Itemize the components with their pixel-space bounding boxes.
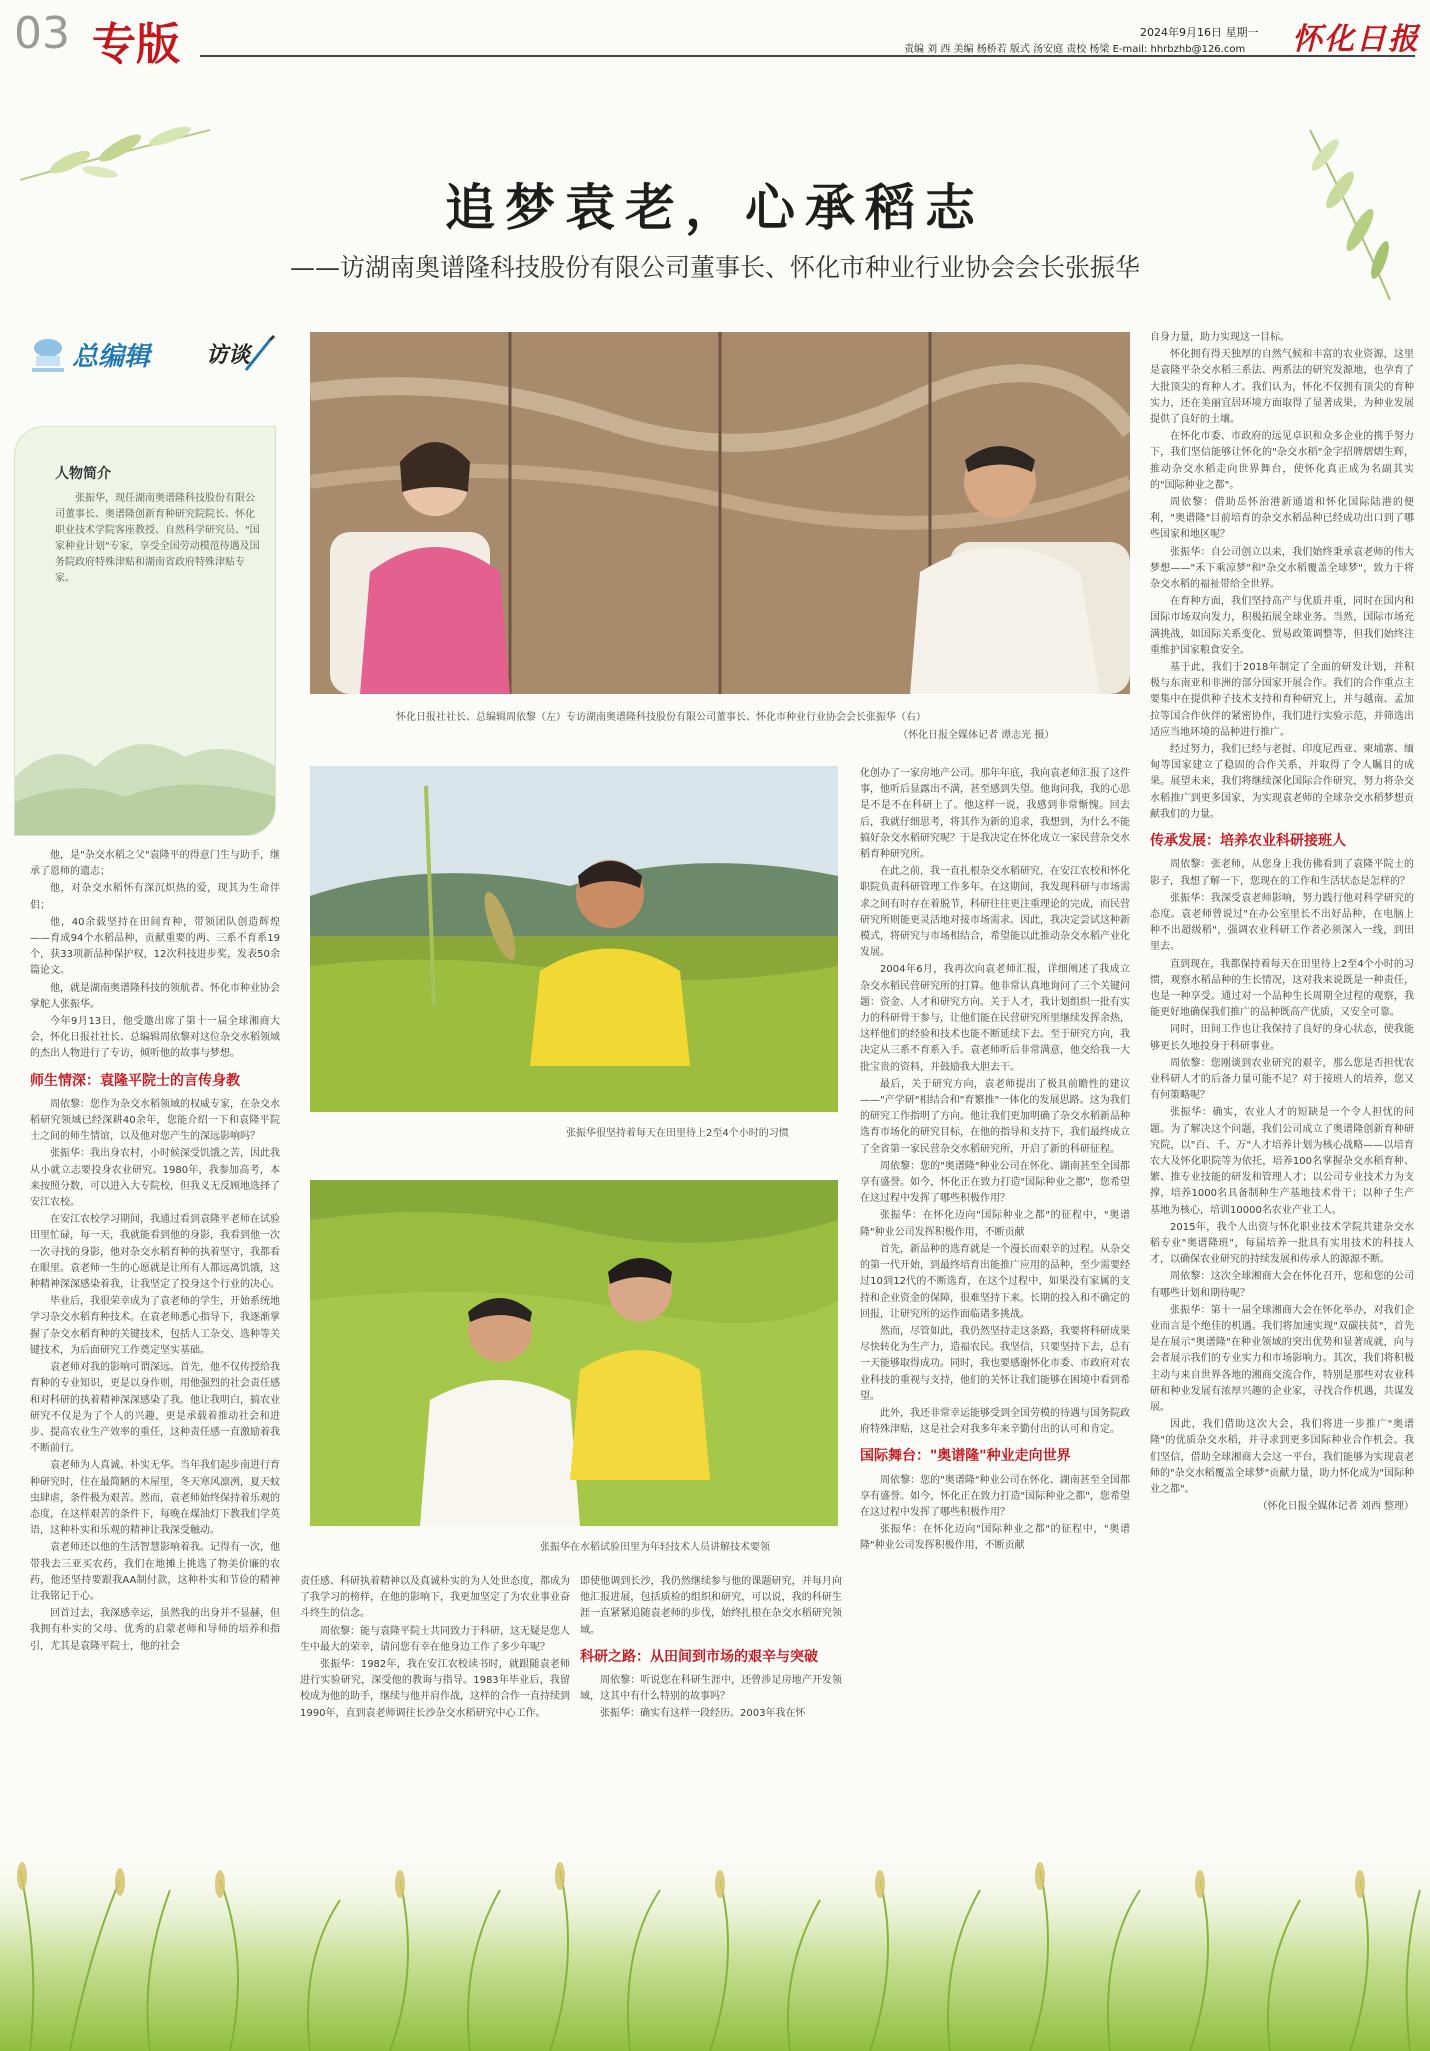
col3-p1: 即使他调到长沙，我仍然继续参与他的课题研究，并每月向他汇报进展，包括质检的组织和研究，可以说，我的科研生涯一直紧紧追随袁老师的步伐，始终扎根在杂交水稻研究领域。 bbox=[580, 1576, 842, 1636]
col5-a10: 张振华：第十一届全球湘商大会在怀化举办，对我们企业而言是个绝佳的机遇。我们将加速实现"双碳扶贫"，首先是在展示"奥谱隆"在种业领域的突出优势和显著成就，向与会者展示我们的专业实力和市场影响力。其次，我们将积极主动与来自世界各地的湘商交流合作，特别是那些对农业科研和种业发展有浓厚兴趣的企业家，寻找合作机遇，共谋发展。 bbox=[1150, 1304, 1414, 1413]
interview-scene-image bbox=[310, 332, 1130, 694]
col1-p4: 他，就是湖南奥谱隆科技的领航者、怀化市种业协会掌舵人张振华。 bbox=[30, 982, 280, 1010]
col2-a1: 张振华：1982年，我在安江农校读书时，就跟随袁老师进行实验研究，深受他的教诲与指导。1983年毕业后，我留校成为他的助手，继续与他并肩作战，这样的合作一直持续到1990年，直到袁老师调往长沙杂交水稻研究中心工作。 bbox=[300, 1659, 570, 1719]
microphone-icon bbox=[26, 332, 70, 382]
badge-main: 总编辑 bbox=[72, 342, 151, 372]
photo3-caption: 张振华在水稻试验田里为年轻技术人员讲解技术要领 bbox=[540, 1542, 770, 1553]
col5-a6: 直到现在，我都保持着每天在田里待上2至4个小时的习惯，观察水稻品种的生长情况，这对我来说既是一种责任，也是一种享受。通过对一个品种生长周期全过程的观察，我能更好地确保我们推广的品种既高产优质，又安全可靠。 bbox=[1150, 958, 1414, 1019]
col1-q1: 周依黎：您作为杂交水稻领域的权威专家，在杂交水稻研究领域已经深耕40余年，您能介绍一下和袁隆平院士之间的师生情谊，以及他对您产生的深远影响吗？ bbox=[30, 1098, 280, 1143]
column-badge bbox=[26, 330, 276, 386]
col5-q4: 周依黎：这次全球湘商大会在怀化召开，您和您的公司有哪些计划和期待呢？ bbox=[1150, 1271, 1414, 1299]
section-heading-succession: 传承发展：培养农业科研接班人 bbox=[1150, 833, 1346, 850]
col4-p1: 化创办了一家房地产公司。那年年底，我向袁老师汇报了这件事，他听后显露出不满，甚至感到失望。他询问我，我的心思是不是不在科研上了。他这样一说，我感到非常惭愧。回去后，我就仔细思考，将其作为新的追求，我想到，为什么不能搞好杂交水稻研究呢？于是我决定在怀化成立一家民营杂交水稻育种研究所。 bbox=[860, 768, 1130, 861]
col5-p1: 自身力量，助力实现这一目标。 bbox=[1150, 332, 1290, 343]
editor-credits: 责编 刘 西 美编 杨桥若 版式 汤安庭 责校 杨梁 E-mail: hhrbzhb@126.com bbox=[904, 44, 1246, 55]
paper-logo: 怀化日报 bbox=[1292, 22, 1420, 57]
col1-a1: 张振华：我出身农村，小时候深受饥饿之苦，因此我从小就立志要投身农业研究。1980年，我参加高考，本来按照分数，可以进入大专院校，但我义无反顾地选择了安江农校。 bbox=[30, 1148, 280, 1209]
col1-a2: 在安江农校学习期间，我通过看到袁隆平老师在试验田里忙碌，每一天，我就能看到他的身影，我看到他一次一次寻找的身影，他对杂交水稻育种的执着坚守，我都看在眼里。袁老师一生的心愿就是让所有人都远离饥饿，这种精神深深感染着我，让我坚定了投身这个行业的决心。 bbox=[30, 1214, 280, 1291]
col3-a1: 张振华：确实有这样一段经历。2003年我在怀 bbox=[600, 1708, 806, 1720]
col5-a8: 张振华：确实，农业人才的短缺是一个令人担忧的问题。为了解决这个问题，我们公司成立了奥谱隆创新育种研究院，以"百、千、万"人才培养计划为核心战略——以培育农大及怀化职院等为依托，培养100名掌握杂交水稻育种、繁、推专业技能的研发和管理人才；以公司专业技术力为支撑，培养1000名具备制种生产基地技术骨干；以种子生产基地为核心，培训10000名农业产业工人。 bbox=[1150, 1107, 1414, 1216]
scientist-in-field-image bbox=[310, 766, 838, 1112]
profile-title: 人物简介 bbox=[55, 466, 111, 482]
mountain-decoration-icon bbox=[15, 707, 276, 836]
headline: 追梦袁老，心承稻志 bbox=[445, 178, 985, 237]
col1-p3: 他，40余载坚持在田间育种，带领团队创造辉煌——育成94个水稻品种，贡献重要的两、三系不育系19个，获33项新品种保护权，12次科技进步奖，发表50余篇论文。 bbox=[30, 916, 280, 977]
interview-photo bbox=[310, 332, 1130, 694]
col5-p3: 在怀化市委、市政府的远见卓识和众多企业的携手努力下，我们坚信能够让怀化的"杂交水稻"金字招牌熠熠生辉，推动杂交水稻走向世界舞台，使怀化真正成为名副其实的"国际种业之都"。 bbox=[1150, 431, 1414, 491]
col4-p2: 在此之前，我一直扎根杂交水稻研究，在安江农校和怀化职院负责科研管理工作多年。在这期间，我发现科研与市场需求之间有时存在着脱节，科研往往更注重理论的完成，而民营研究所则能更灵活地对接市场需求。因此，我决定尝试这种新模式，将研究与市场相结合，希望能以此推动杂交水稻产业化发展。 bbox=[860, 866, 1130, 959]
page-number: 03 bbox=[14, 8, 70, 59]
col1-a7: 回首过去，我深感幸运，虽然我的出身并不显赫，但我拥有朴实的父母、优秀的启蒙老师和导师的培养和指引，尤其是袁隆平院士，他的社会 bbox=[30, 1608, 280, 1652]
col1-p5: 今年9月13日，他受邀出席了第十一届全球湘商大会，怀化日报社社长、总编辑周依黎对这位杂交水稻领域的杰出人物进行了专访，倾听他的故事与梦想。 bbox=[30, 1016, 280, 1060]
photo1-credit: （怀化日报全媒体记者 谭志光 摄） bbox=[898, 730, 1055, 741]
mentoring-in-field-image bbox=[310, 1180, 838, 1526]
col1-a6: 袁老师还以他的生活智慧影响着我。记得有一次，他带我去三亚买农药，我们在地摊上挑选了物美价廉的农药，他还坚持要跟我AA制付款，这种朴实和节俭的精神让我铭记于心。 bbox=[30, 1542, 280, 1602]
rice-field-photo-2 bbox=[310, 1180, 838, 1526]
pen-icon bbox=[240, 334, 276, 374]
text-column-3 bbox=[580, 1574, 842, 1724]
section-heading-mentorship: 师生情深：袁隆平院士的言传身教 bbox=[30, 1072, 240, 1089]
col4-p3: 2004年6月，我再次向袁老师汇报，详细阐述了我成立杂交水稻民营研究所的打算。他非常认真地询问了三个关键问题：资金、人才和研究方向。关于人才，我计划组织一批有实力的科研骨干参与，让他们能在民营研究所里继续发挥余热，这样他们的经验和技术也能不断延续下去。至于研究方向，我决定从三系不育系入手。袁老师听后非常满意，他交给我一大批宝贵的资料，并鼓励我大胆去干。 bbox=[860, 964, 1130, 1073]
section-name: 专版 bbox=[92, 19, 180, 70]
col5-a7: 同时，田间工作也让我保持了良好的身心状态，使我能够更长久地投身于科研事业。 bbox=[1150, 1024, 1414, 1052]
col5-a5: 张振华：我深受袁老师影响，努力践行他对科学研究的态度。袁老师曾说过"在办公室里长不出好品种，在电脑上种不出超级稻"，强调农业科研工作者必须深入一线，到田里去。 bbox=[1150, 892, 1414, 953]
col1-p2: 他，对杂交水稻怀有深沉炽热的爱，现其为生命伴侣； bbox=[30, 883, 280, 911]
section-heading-research: 科研之路：从田间到市场的艰辛与突破 bbox=[580, 1648, 818, 1665]
col2-q1: 周依黎：能与袁隆平院士共同致力于科研，这无疑是您人生中最大的荣幸，请问您有幸在他身边工作了多少年呢？ bbox=[300, 1625, 570, 1653]
issue-date: 2024年9月16日 星期一 bbox=[1140, 26, 1259, 39]
col5-a2: 在育种方面，我们坚持高产与优质并重，同时在国内和国际市场双向发力，积极拓展全球业务。当然，国际市场充满挑战，如国际关系变化、贸易政策调整等，但我们始终注重维护国家粮食安全。 bbox=[1150, 596, 1414, 656]
col1-a5: 袁老师为人真诚、朴实无华。当年我们起步南进行育种研究时，住在最简陋的木屋里，冬天寒风凛冽，夏天蚊虫肆虐，条件极为艰苦。然而，袁老师始终保持着乐观的态度，在这样艰苦的条件下，每晚在煤油灯下教我们学英语，这种朴实和乐观的精神让我深受触动。 bbox=[30, 1460, 280, 1537]
col1-a3: 毕业后，我很荣幸成为了袁老师的学生，开始系统地学习杂交水稻育种技术。在袁老师悉心指导下，我逐渐掌握了杂交水稻育种的关键技术，包括人工杂交、选种等关键技术，为后面研究工作奠定坚实基础。 bbox=[30, 1296, 280, 1356]
section-heading-international: 国际舞台："奥谱隆"种业走向世界 bbox=[860, 1448, 1071, 1465]
badge-sub: 访谈 bbox=[206, 342, 251, 368]
photo1-caption: 怀化日报社社长、总编辑周依黎（左）专访湖南奥谱隆科技股份有限公司董事长、怀化市种业行业协会会长张振华（右） bbox=[396, 712, 926, 723]
col5-q2: 周依黎：张老师，从您身上我仿佛看到了袁隆平院士的影子，我想了解一下，您现在的工作和生活状态是怎样的？ bbox=[1150, 859, 1414, 887]
profile-box bbox=[14, 426, 276, 836]
text-column-5 bbox=[1150, 330, 1414, 1516]
col5-a3: 基于此，我们于2018年制定了全面的研发计划，并积极与东南亚和非洲的部分国家开展合作。我们的合作重点主要集中在提供种子技术支持和育种研究上，并与越南、孟加拉等国合作伙伴的紧密协作，我们进行实验示范，并筛选出适应当地环境的品种进行推广。 bbox=[1150, 662, 1414, 738]
col5-q1: 周依黎：借助岳怀治港新通道和怀化国际陆港的便利，"奥谱隆"目前培育的杂交水稻品种已经成功出口到了哪些国家和地区呢？ bbox=[1150, 497, 1414, 541]
rice-field-decoration-icon bbox=[0, 1810, 1430, 2051]
col5-a11: 因此，我们借助这次大会，我们将进一步推广"奥谱隆"的优质杂交水稻，并寻求到更多国际种业合作机会。我们坚信，借助全球湘商大会这一平台，我们能够为实现袁老师的"杂交水稻覆盖全球梦"贡献力量，助力怀化成为"国际种业之都"。 bbox=[1150, 1419, 1414, 1496]
masthead-rule bbox=[200, 55, 1415, 57]
col5-credit: （怀化日报全媒体记者 刘西 整理） bbox=[1257, 1501, 1414, 1513]
col4-p4: 最后，关于研究方向，袁老师提出了极具前瞻性的建议——"产学研"相结合和"育繁推"一体化的发展思路。这为我们的研究工作指明了方向。他让我们更加明确了杂交水稻新品种选育市场化的研究目标，在他的指导和支持下，我们最终成立了全省第一家民营杂交水稻研究所，开启了新的科研征程。 bbox=[860, 1078, 1130, 1155]
text-column-2 bbox=[300, 1574, 570, 1723]
rice-field-photo-1 bbox=[310, 766, 838, 1112]
text-column-1 bbox=[30, 848, 280, 1656]
text-column-4 bbox=[860, 766, 1130, 1556]
subheadline: ——访湖南奥谱隆科技股份有限公司董事长、怀化市种业行业协会会长张振华 bbox=[289, 253, 1140, 282]
photo2-caption: 张振华很坚持着每天在田里待上2至4个小时的习惯 bbox=[566, 1128, 789, 1139]
masthead bbox=[0, 0, 1430, 70]
col4-q1: 周依黎：您的"奥谱隆"种业公司在怀化、湖南甚至全国都享有盛誉。如今，怀化正在致力打造"国际种业之都"，您希望在这过程中发挥了哪些积极作用？ bbox=[860, 1160, 1130, 1205]
col5-a1: 张振华：自公司创立以来，我们始终秉承袁老师的伟大梦想——"禾下乘凉梦"和"杂交水稻覆盖全球梦"，致力于将杂交水稻的福祉带给全世界。 bbox=[1150, 546, 1414, 591]
col4-a4: 此外，我还非常幸运能够受到全国劳模的待遇与国务院政府特殊津贴，这是社会对我多年来辛勤付出的认可和肯定。 bbox=[860, 1407, 1130, 1436]
col4-q2: 周依黎：您的"奥谱隆"种业公司在怀化、湖南甚至全国都享有盛誉。如今，怀化正在致力打造"国际种业之都"，您希望在这过程中发挥了哪些积极作用？ bbox=[860, 1474, 1130, 1518]
col4-a2: 首先，新品种的选育就是一个漫长而艰辛的过程。从杂交的第一代开始，到最终培育出能推广应用的品种，至少需要经过10到12代的不断选育，在这个过程中，如果没有家属的支持和企业资金的保障，很难坚持下来。长期的投入和不确定的回报，让研究所的运作面临诸多挑战。 bbox=[860, 1243, 1130, 1320]
col2-p1: 责任感、科研执着精神以及真诚朴实的为人处世态度，都成为了我学习的榜样，在他的影响下，我更加坚定了为农业事业奋斗终生的信念。 bbox=[300, 1576, 570, 1620]
col1-a4: 袁老师对我的影响可谓深远。首先，他不仅传授给我育种的专业知识，更是以身作则，用他强烈的社会责任感和对科研的执着精神深深感染了我。他让我明白，搞农业研究不仅是为了个人的兴趣，更是承载着推动社会和进步、提高农业生产效率的重任，这种责任感一直激励着我不断前行。 bbox=[30, 1362, 280, 1455]
col5-a4: 经过努力，我们已经与老挝、印度尼西亚、柬埔寨、缅甸等国家建立了稳固的合作关系，并取得了令人瞩目的成果。展望未来，我们将继续深化国际合作研究，努力将杂交水稻推广到更多国家，为实现袁老师的全球杂交水稻梦想贡献我们的力量。 bbox=[1150, 744, 1414, 820]
col4-a3: 然而，尽管如此，我仍然坚持走这条路，我要将科研成果尽快转化为生产力，造福农民。我坚信，只要坚持下去，总有一天能够取得成功。同时，我也要感谢怀化市委、市政府对农业科技的重视与支持，他们的关怀让我们能够在困境中看到希望。 bbox=[860, 1325, 1130, 1402]
col4-a5: 张振华：在怀化迈向"国际种业之都"的征程中，"奥谱隆"种业公司发挥积极作用，不断贡献 bbox=[860, 1524, 1130, 1552]
col1-p1: 他，是"杂交水稻之父"袁隆平的得意门生与助手，继承了恩师的遗志； bbox=[30, 850, 280, 878]
col5-a9: 2015年，我个人出资与怀化职业技术学院共建杂交水稻专业"奥谱隆班"，每届培养一批具有实用技术的科技人才，以确保农业研究的持续发展和传承人的源源不断。 bbox=[1150, 1221, 1414, 1266]
col3-q1: 周依黎：听说您在科研生涯中，还曾涉足房地产开发领域，这其中有什么特别的故事吗？ bbox=[580, 1675, 842, 1703]
col5-q3: 周依黎：您刚谈到农业研究的艰辛，那么您是否担忧农业科研人才的后备力量可能不足？对于接班人的培养，您又有何策略呢？ bbox=[1150, 1057, 1414, 1102]
col5-p2: 怀化拥有得天独厚的自然气候和丰富的农业资源，这里是袁隆平杂交水稻三系法、两系法的研究发源地，也孕育了大批顶尖的育种人才。我们认为，怀化不仅拥有顶尖的育种实力，还在美丽宜居环境方面取得了显著成果，为种业发展提供了良好的土壤。 bbox=[1150, 349, 1414, 426]
col4-a1: 张振华：在怀化迈向"国际种业之都"的征程中，"奥谱隆"种业公司发挥积极作用，不断贡献 bbox=[860, 1210, 1130, 1238]
profile-text: 张振华，现任湖南奥谱隆科技股份有限公司董事长、奥谱隆创新育种研究院院长、怀化职业技术学院客座教授、自然科学研究员、"国家种业计划"专家，享受全国劳动模范待遇及国务院政府特殊津贴和湖南省政府特殊津贴专家。 bbox=[55, 493, 260, 584]
